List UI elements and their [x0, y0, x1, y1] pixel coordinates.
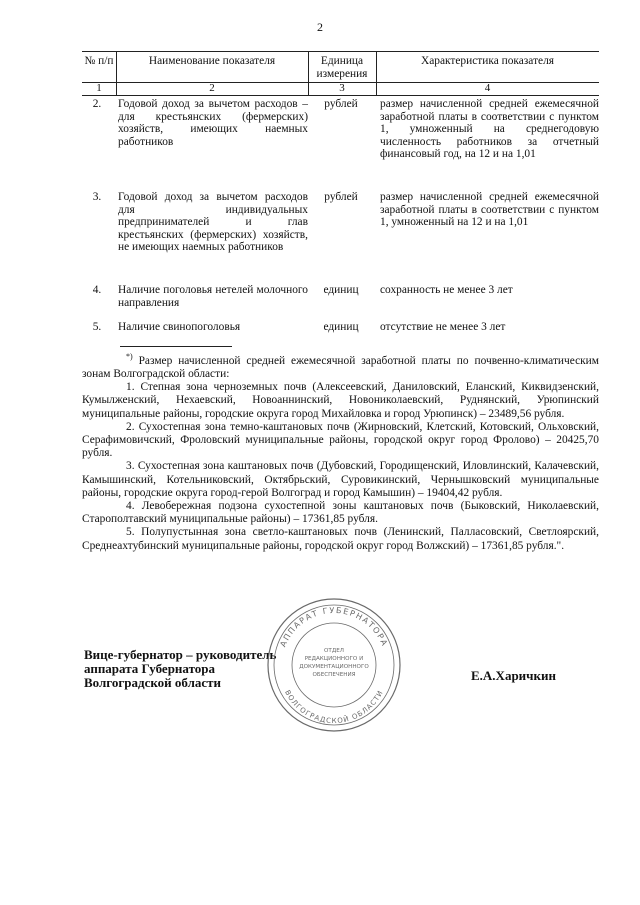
page-number: 2	[317, 20, 323, 34]
column-number: 4	[484, 82, 491, 94]
stamp-center-line: ОБЕСПЕЧЕНИЯ	[312, 672, 356, 678]
column-numbers-row	[82, 83, 599, 96]
signatory-name: Е.А.Харичкин	[471, 668, 556, 683]
row-number: 4.	[92, 284, 102, 296]
row-unit: единиц	[323, 284, 359, 296]
stamp-ring-top: АППАРАТ ГУБЕРНАТОРА	[278, 605, 390, 649]
footnote-item: 1. Степная зона черноземных почв (Алексеевский, Даниловский, Еланский, Киквидзенский, Кумылженский, Нехаевский, Новоаннинский, Новониколаевский, Руднянский, Урюпинский муниципальные районы, городские округа город Михайловка и город Урюпинск) – 23489,56 рубля.	[82, 381, 599, 420]
signatory-title: Вице-губернатор – руководитель аппарата Губернатора Волгоградской области	[84, 647, 277, 690]
row-characteristic: отсутствие не менее 3 лет	[380, 321, 506, 333]
column-number: 2	[209, 82, 215, 94]
row-characteristic: сохранность не менее 3 лет	[380, 284, 513, 296]
header-name: Наименование показателя	[148, 55, 276, 67]
stamp-center-line: РЕДАКЦИОННОГО И	[304, 656, 364, 662]
footnote-item: 4. Левобережная подзона сухостепной зоны каштановых почв (Быковский, Николаевский, Старополтавский муниципальные районы) – 17361,85 рубля.	[82, 500, 599, 526]
row-number: 5.	[92, 321, 102, 333]
header-no: № п/п	[84, 55, 114, 67]
row-unit: рублей	[324, 191, 358, 203]
column-number: 3	[339, 82, 345, 94]
row-number: 3.	[92, 191, 102, 203]
footnote-intro: *) Размер начисленной средней ежемесячной заработной платы по почвенно-климатическим зонам Волгоградской области:	[82, 352, 599, 380]
stamp-center-line: ОТДЕЛ	[324, 648, 344, 654]
footnote	[82, 350, 599, 553]
official-stamp	[266, 597, 402, 733]
column-number: 1	[96, 82, 102, 94]
row-characteristic: размер начисленной средней ежемесячной заработной платы в соответствии с пунктом 1, умноженный на среднегодовую численность работников за отчетный финансовый год, на 12 и на 1,01	[380, 98, 599, 161]
stamp-ring-bottom: ВОЛГОГРАДСКОЙ ОБЛАСТИ	[283, 688, 385, 726]
row-unit: рублей	[324, 98, 358, 110]
row-indicator-name: Годовой доход за вычетом расходов для индивидуальных предпринимателей и глав крестьянских (фермерских) хозяйств, не имеющих наемных работников	[118, 191, 308, 254]
row-indicator-name: Годовой доход за вычетом расходов – для крестьянских (фермерских) хозяйств, имеющих наемных работников	[118, 98, 308, 148]
indicators-table	[82, 51, 599, 96]
row-indicator-name: Наличие поголовья нетелей молочного направления	[118, 284, 308, 309]
footnote-item: 3. Сухостепная зона каштановых почв (Дубовский, Городищенский, Иловлинский, Калачевский, Камышинский, Котельниковский, Октябрьский, Суровикинский, Чернышковский муниципальные районы, городские округа город-герой Волгоград и город Камышин) – 19404,42 рубля.	[82, 460, 599, 499]
footnote-divider	[120, 346, 232, 347]
stamp-center-line: ДОКУМЕНТАЦИОННОГО	[299, 664, 369, 670]
header-unit: Единица измерения	[316, 55, 368, 80]
footnote-item: 2. Сухостепная зона темно-каштановых почв (Жирновский, Клетский, Котовский, Ольховский, Серафимовичский, Фроловский муниципальные районы, городской округ город Фролово) – 20425,70 рубля.	[82, 420, 599, 460]
table-header	[82, 51, 599, 83]
footnote-marker: *)	[126, 352, 133, 361]
row-number: 2.	[92, 98, 102, 110]
row-unit: единиц	[323, 321, 359, 333]
header-characteristic: Характеристика показателя	[420, 55, 555, 67]
footnote-item: 5. Полупустынная зона светло-каштановых почв (Ленинский, Палласовский, Светлоярский, Среднеахтубинский муниципальные районы, городской округ город Волжский) – 17361,85 рубля.".	[82, 526, 599, 552]
row-indicator-name: Наличие свинопоголовья	[118, 321, 241, 333]
row-characteristic: размер начисленной средней ежемесячной заработной платы в соответствии с пунктом 1, умноженный на 12 и на 1,01	[380, 191, 599, 229]
